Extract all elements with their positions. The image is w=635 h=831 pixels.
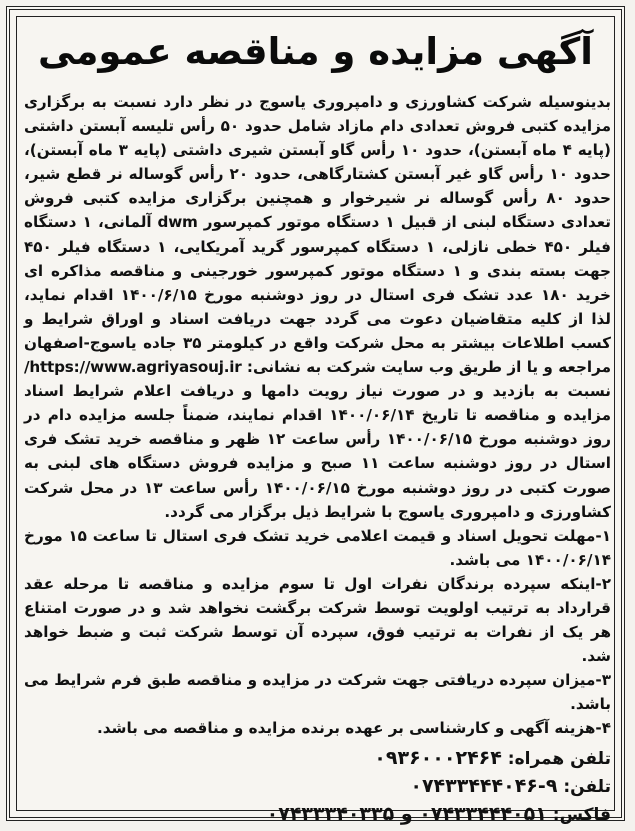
mobile-phone-label: تلفن همراه: xyxy=(507,748,611,769)
notice-frame xyxy=(6,6,625,825)
condition-item-2: ۲-اینکه سپرده برندگان نفرات اول تا سوم مزایده و مناقصه تا مرحله عقد قرارداد به ترتیب اولویت توسط شرکت برگشت نخواهد شد و در صورت امتناع هر یک از نفرات به ترتیب فوق، سپرده آن توسط شرکت ثبت و ضبط خواهد شد. xyxy=(24,574,611,666)
landline-phone-number: ۹-۰۷۴۳۳۴۴۴۰۴۶ xyxy=(410,774,558,797)
mobile-phone-number: ۰۹۳۶۰۰۰۲۴۶۴ xyxy=(374,746,502,769)
landline-phone xyxy=(24,773,611,801)
mobile-phone xyxy=(24,745,611,773)
main-paragraph: بدینوسیله شرکت کشاورزی و دامپروری یاسوج در نظر دارد نسبت به برگزاری مزایده کتبی فروش تعدادی دام مازاد شامل حدود ۵۰ رأس تلیسه آبستن داشتی (پایه ۴ ماه آبستن)، حدود ۱۰ رأس گاو آبستن شیری داشتی (پایه ۳ ماه آبستن)، حدود ۱۰ رأس گاو غیر آبستن کشتارگاهی، حدود ۲۰ رأس گوساله نر قطع شیر، حدود ۸۰ رأس گوساله نر شیرخوار و همچنین برگزاری مزایده کتبی فروش تعدادی دستگاه لبنی از قبیل ۱ دستگاه موتور کمپرسور dwm آلمانی، ۱ دستگاه فیلر ۴۵۰ خطی نازلی، ۱ دستگاه کمپرسور گرید آمریکایی، ۱ دستگاه فیلر ۴۵۰ جهت بسته بندی و ۱ دستگاه موتور کمپرسور خورجینی و مناقصه مذاکره ای خرید ۱۸۰ عدد تشک فری استال در روز دوشنبه مورخ ۱۴۰۰/۶/۱۵ اقدام نماید، لذا از کلیه متقاضیان دعوت می گردد جهت دریافت اسناد و اوراق شرایط و کسب اطلاعات بیشتر به محل شرکت واقع در کیلومتر ۳۵ جاده یاسوج-اصفهان مراجعه و یا از طریق وب سایت شرکت به نشانی: https://www.agriyasouj.ir/ نسبت به بازدید و در صورت نیاز رویت دامها و دریافت اعلام شرایط اسناد مزایده و مناقصه تا تاریخ ۱۴۰۰/۰۶/۱۴ اقدام نمایند، ضمناً جلسه مزایده دام در روز دوشنبه مورخ ۱۴۰۰/۰۶/۱۵ رأس ساعت ۱۲ ظهر و مناقصه خرید تشک فری استال در روز دوشنبه ساعت ۱۱ صبح و مزایده فروش دستگاه های لبنی به صورت کتبی در روز دوشنبه مورخ ۱۴۰۰/۰۶/۱۵ رأس ساعت ۱۳ در محل شرکت کشاورزی و دامپروری یاسوج با شرایط ذیل برگزار می گردد. xyxy=(24,93,611,521)
condition-item-4: ۴-هزینه آگهی و کارشناسی بر عهده برنده مزایده و مناقصه می باشد. xyxy=(96,719,611,738)
condition-item-3: ۳-میزان سپرده دریافتی جهت شرکت در مزایده و مناقصه طبق فرم شرایط می باشد. xyxy=(24,671,611,714)
notice-body xyxy=(24,90,611,829)
contact-block xyxy=(24,745,611,829)
fax-number: ۰۷۴۳۳۴۴۴۰۵۱ و ۰۷۴۳۳۳۴۰۳۳۵ xyxy=(266,802,547,825)
condition-item-1: ۱-مهلت تحویل اسناد و قیمت اعلامی خرید تشک فری استال تا ساعت ۱۵ مورخ ۱۴۰۰/۰۶/۱۴ می باشد. xyxy=(24,526,612,569)
fax xyxy=(24,801,611,829)
fax-label: فاکس: xyxy=(552,804,611,825)
notice-title: آگهی مزایده و مناقصه عمومی xyxy=(38,30,593,73)
landline-phone-label: تلفن: xyxy=(563,776,611,797)
